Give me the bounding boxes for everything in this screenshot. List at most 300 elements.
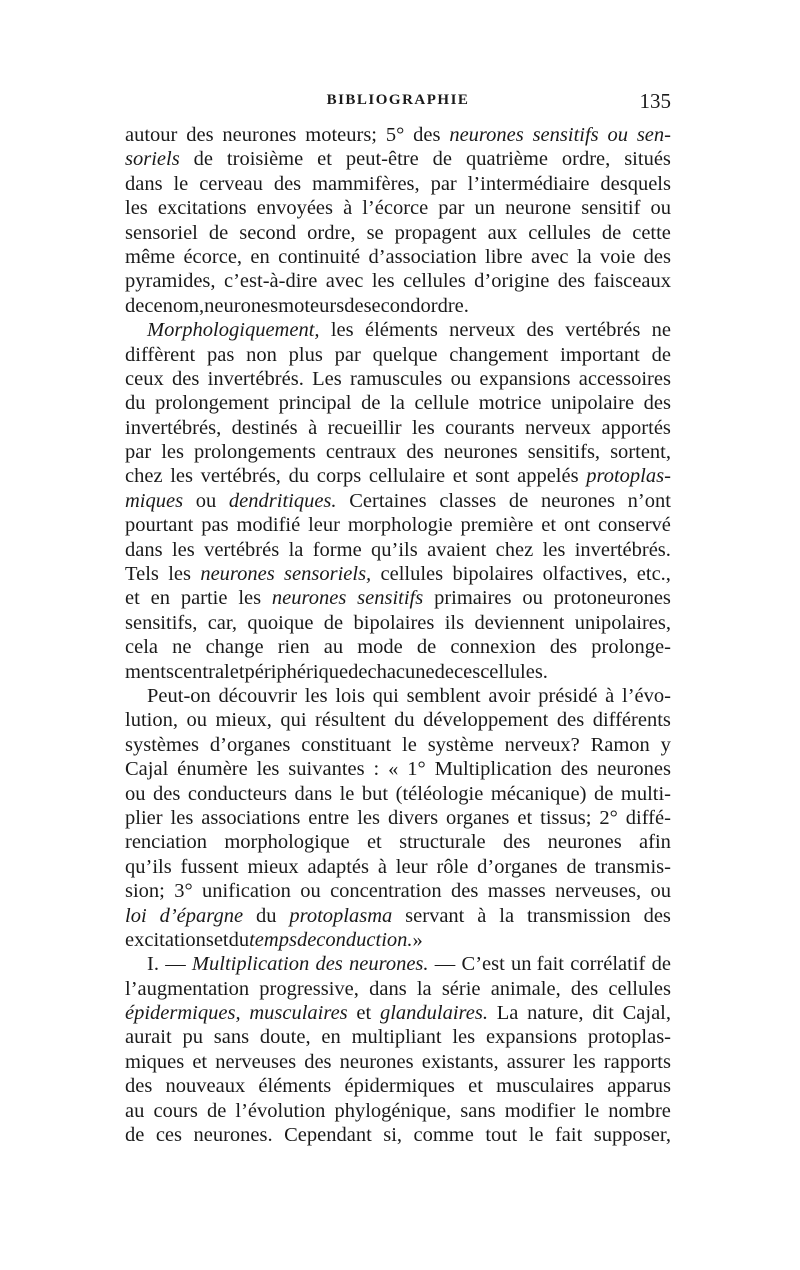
- word: changement: [449, 343, 549, 366]
- word: les: [171, 538, 195, 561]
- word: cerveau: [199, 172, 263, 195]
- word: les: [304, 684, 328, 707]
- word: C’est: [461, 953, 505, 976]
- word: mieux: [247, 855, 299, 878]
- word: I.: [147, 953, 159, 976]
- word: invertébrés.: [574, 538, 671, 561]
- word: les: [170, 465, 193, 488]
- word: structurale: [399, 831, 486, 854]
- word: un: [474, 197, 496, 220]
- italic-word: loi: [125, 904, 147, 927]
- word: des: [125, 1075, 153, 1098]
- word: de: [566, 855, 586, 878]
- text-line: [125, 757, 671, 781]
- word: la: [390, 392, 405, 415]
- word: des: [557, 270, 586, 293]
- word: éléments: [258, 1075, 332, 1098]
- word: ils: [444, 611, 465, 634]
- word: comme: [413, 1124, 474, 1147]
- text-line: [125, 611, 671, 635]
- word: transmis-: [594, 855, 671, 878]
- word: protoplas-: [587, 1026, 671, 1049]
- word: ou: [522, 587, 543, 610]
- word: mode: [357, 636, 403, 659]
- word: phylogénique,: [334, 1099, 452, 1122]
- word: Les: [312, 367, 342, 390]
- word: quelque: [372, 343, 438, 366]
- word: les: [170, 806, 194, 829]
- word: primaires: [434, 587, 512, 610]
- word: de: [344, 294, 364, 317]
- word: envoyées: [256, 197, 333, 220]
- word: fait: [554, 1124, 583, 1147]
- word: nerveux: [449, 319, 516, 342]
- word: 2°: [599, 806, 618, 829]
- word: Tels: [125, 563, 159, 586]
- word: sensitif: [581, 197, 641, 220]
- text-line: [125, 830, 671, 854]
- word: de: [208, 221, 229, 244]
- text-line: [125, 147, 671, 171]
- text-line: [125, 1123, 671, 1147]
- word: etc.,: [636, 563, 671, 586]
- word: et: [468, 1075, 483, 1098]
- word: nerveuses: [215, 1050, 297, 1073]
- word: de: [434, 660, 454, 683]
- italic-word: protoplasma: [289, 904, 393, 927]
- word: troisième: [226, 148, 304, 171]
- text-line: [125, 123, 671, 147]
- word: en: [150, 587, 170, 610]
- word: et: [366, 831, 382, 854]
- text-line: [125, 1074, 671, 1098]
- word: avaient: [427, 538, 487, 561]
- italic-word: protoplas-: [586, 465, 671, 488]
- word: énumère: [177, 758, 248, 781]
- word: aux: [487, 221, 518, 244]
- text-line: [125, 538, 671, 562]
- word: divers: [387, 806, 439, 829]
- word: découvrir: [218, 684, 298, 707]
- word: ou: [186, 709, 207, 732]
- word: cellules.: [480, 660, 548, 683]
- word: classes: [439, 489, 497, 512]
- word: les: [256, 758, 280, 781]
- italic-word: sensoriels,: [284, 563, 372, 586]
- word: corrélatif: [570, 953, 646, 976]
- italic-word: ou: [607, 124, 628, 146]
- word: les: [572, 1050, 596, 1073]
- word: par: [438, 197, 465, 220]
- word: et: [317, 148, 332, 171]
- word: continuité: [278, 245, 361, 268]
- word: tissus;: [540, 806, 592, 829]
- word: les: [238, 587, 262, 610]
- text-line: [125, 684, 671, 708]
- word: chez: [125, 465, 163, 488]
- italic-word: des: [315, 953, 343, 976]
- text-line: [125, 879, 671, 903]
- word: Cajal: [125, 758, 169, 781]
- word: moteurs;: [305, 124, 377, 146]
- word: 3°: [174, 880, 193, 903]
- word: La: [496, 1002, 519, 1025]
- word: nerveux?: [504, 733, 580, 756]
- word: développement: [423, 709, 549, 732]
- word: »: [412, 928, 423, 951]
- word: sensitifs,: [527, 441, 601, 464]
- word: excitations: [157, 197, 247, 220]
- word: neurones: [540, 489, 615, 512]
- word: autour: [125, 124, 178, 146]
- word: rapports: [603, 1050, 671, 1073]
- word: systèmes: [125, 733, 200, 756]
- word: but: [361, 782, 389, 805]
- word: pas: [206, 343, 235, 366]
- word: invertébrés.: [207, 367, 304, 390]
- word: des: [643, 904, 671, 927]
- word: à: [477, 904, 487, 927]
- word: rien: [277, 636, 310, 659]
- word: sensoriel: [125, 221, 198, 244]
- text-line: [125, 1001, 671, 1025]
- word: du: [125, 392, 146, 415]
- word: neurones: [596, 758, 671, 781]
- word: (téléologie: [395, 782, 484, 805]
- italic-word: Multiplication: [191, 953, 310, 976]
- word: pu: [182, 1026, 203, 1049]
- word: Cajal,: [622, 1002, 671, 1025]
- word: éléments: [364, 319, 438, 342]
- italic-word: temps: [249, 928, 297, 951]
- word: par: [125, 441, 152, 464]
- word: dans: [125, 538, 163, 561]
- italic-word: d’épargne: [159, 904, 244, 927]
- word: si,: [383, 1124, 403, 1147]
- word: de: [361, 392, 381, 415]
- word: apportés: [601, 416, 671, 439]
- word: rôle: [436, 855, 469, 878]
- word: du: [394, 709, 415, 732]
- word: écorce,: [183, 245, 243, 268]
- word: renciation: [125, 831, 207, 854]
- word: c’est-à-dire: [224, 270, 318, 293]
- word: des: [451, 880, 479, 903]
- word: cellulaire: [368, 465, 446, 488]
- italic-word: sensitifs: [357, 587, 424, 610]
- word: ordre.: [420, 294, 469, 317]
- word: unification: [202, 880, 291, 903]
- word: des: [556, 709, 585, 732]
- word: dans: [125, 172, 163, 195]
- word: les: [125, 197, 148, 220]
- word: épidermiques: [344, 1075, 455, 1098]
- word: la: [416, 977, 432, 1000]
- word: pourtant: [125, 514, 194, 537]
- text-line: [125, 733, 671, 757]
- word: de: [193, 148, 213, 171]
- word: les: [542, 538, 566, 561]
- word: bipolaires: [452, 563, 534, 586]
- word: car,: [207, 611, 238, 634]
- word: mammifères,: [312, 172, 420, 195]
- word: d’organes: [209, 733, 291, 756]
- word: dans: [294, 782, 333, 805]
- word: ces: [454, 660, 481, 683]
- word: des: [153, 782, 181, 805]
- word: cellules: [608, 977, 671, 1000]
- word: se: [366, 221, 384, 244]
- word: dans: [369, 977, 407, 1000]
- word: tout: [485, 1124, 518, 1147]
- italic-word: glandulaires.: [379, 1002, 488, 1025]
- text-line: [125, 391, 671, 415]
- word: le: [528, 1124, 544, 1147]
- word: de: [416, 636, 437, 659]
- word: leur: [308, 514, 340, 537]
- word: lution,: [125, 709, 178, 732]
- word: animale,: [490, 977, 561, 1000]
- italic-word: épidermiques,: [125, 1002, 241, 1025]
- word: multipliant: [351, 1026, 442, 1049]
- word: et: [213, 928, 229, 951]
- word: et: [517, 806, 533, 829]
- word: à: [308, 416, 318, 439]
- word: même: [125, 245, 176, 268]
- body-text: [125, 123, 671, 1147]
- word: ou: [195, 489, 217, 512]
- word: adaptés: [307, 855, 369, 878]
- word: et: [229, 660, 245, 683]
- word: les: [168, 563, 191, 586]
- word: bipolaires: [353, 611, 435, 634]
- word: quatrième: [465, 148, 548, 171]
- italic-word: sensitifs: [532, 124, 599, 146]
- word: des: [273, 172, 302, 195]
- word: Ramon: [590, 733, 650, 756]
- text-line: [125, 855, 671, 879]
- word: de: [651, 343, 671, 366]
- text-line: [125, 1050, 671, 1074]
- word: neurones: [443, 441, 518, 464]
- text-line: [125, 952, 671, 976]
- word: unipolaires,: [574, 611, 671, 634]
- word: et: [125, 587, 140, 610]
- word: conservé: [598, 514, 671, 537]
- word: doute,: [259, 1026, 311, 1049]
- word: de: [348, 660, 368, 683]
- word: du: [255, 904, 277, 927]
- word: invertébrés,: [125, 416, 222, 439]
- word: de: [432, 148, 453, 171]
- word: le: [584, 1099, 600, 1122]
- word: servant: [405, 904, 465, 927]
- word: qu’ils: [371, 538, 418, 561]
- text-line: [125, 562, 671, 586]
- word: important: [560, 343, 640, 366]
- text-line: [125, 928, 671, 952]
- word: nom,: [162, 294, 205, 317]
- word: suivantes: [288, 758, 365, 781]
- word: sion;: [125, 880, 165, 903]
- word: cellules: [528, 221, 591, 244]
- word: de: [125, 294, 145, 317]
- word: et: [452, 465, 468, 488]
- word: associations: [201, 806, 301, 829]
- italic-word: musculaires: [249, 1002, 348, 1025]
- word: chez: [495, 538, 534, 561]
- word: système: [427, 733, 494, 756]
- word: neurones: [339, 1050, 414, 1073]
- text-line: [125, 489, 671, 513]
- text-line: [125, 660, 671, 684]
- italic-word: Morphologiquement,: [147, 319, 320, 342]
- word: par: [334, 343, 361, 366]
- word: expansions: [485, 1026, 578, 1049]
- word: prolonge-: [591, 636, 671, 659]
- word: afin: [639, 831, 671, 854]
- word: accessoires: [578, 367, 671, 390]
- word: second: [363, 294, 421, 317]
- word: ou: [125, 782, 146, 805]
- word: fussent: [180, 855, 239, 878]
- word: des: [549, 636, 578, 659]
- word: miques: [125, 1050, 185, 1073]
- word: série: [441, 977, 481, 1000]
- word: leur: [395, 855, 428, 878]
- word: pas: [201, 514, 229, 537]
- word: morphologique: [224, 831, 350, 854]
- word: diffèrent: [125, 343, 196, 366]
- word: apparus: [607, 1075, 671, 1098]
- word: périphérique: [244, 660, 349, 683]
- word: mieux,: [215, 709, 272, 732]
- word: le: [339, 782, 355, 805]
- word: en: [321, 1026, 341, 1049]
- word: ce: [144, 294, 163, 317]
- word: nerveux: [525, 416, 592, 439]
- word: neurones: [547, 831, 622, 854]
- word: diffé-: [625, 806, 671, 829]
- word: à: [377, 855, 387, 878]
- text-line: [125, 464, 671, 488]
- word: deviennent: [474, 611, 565, 634]
- word: change: [205, 636, 264, 659]
- text-line: [125, 782, 671, 806]
- word: ordre,: [307, 221, 356, 244]
- word: motrice: [478, 392, 542, 415]
- word: corps: [316, 465, 362, 488]
- word: d’origine: [474, 270, 550, 293]
- italic-word: neurones: [200, 563, 275, 586]
- word: prolongement: [155, 392, 269, 415]
- word: l’évo-: [622, 684, 671, 707]
- word: Peut-on: [147, 684, 211, 707]
- word: au: [323, 636, 344, 659]
- text-line: [125, 172, 671, 196]
- text-line: [125, 904, 671, 928]
- word: :: [373, 758, 380, 781]
- word: des: [406, 441, 434, 464]
- word: des: [413, 124, 441, 146]
- word: plier: [125, 806, 163, 829]
- word: des: [643, 392, 671, 415]
- text-line: [125, 343, 671, 367]
- word: sans: [460, 1099, 496, 1122]
- word: semblent: [406, 684, 481, 707]
- word: pyramides,: [125, 270, 216, 293]
- word: des: [526, 319, 554, 342]
- word: des: [570, 977, 599, 1000]
- word: nombre: [608, 1099, 671, 1122]
- text-line: [125, 245, 671, 269]
- word: faisceaux: [593, 270, 671, 293]
- word: d’association: [368, 245, 477, 268]
- word: connexion: [450, 636, 536, 659]
- word: situés: [624, 148, 671, 171]
- word: nerveuses,: [555, 880, 642, 903]
- word: avoir: [488, 684, 531, 707]
- word: cours: [153, 1099, 198, 1122]
- word: forme: [312, 538, 362, 561]
- word: musculaires: [496, 1075, 595, 1098]
- word: 5°: [385, 124, 405, 146]
- word: non: [246, 343, 277, 366]
- word: excitations: [125, 928, 214, 951]
- word: vertébrés: [204, 538, 280, 561]
- word: plus: [288, 343, 323, 366]
- word: assurer: [506, 1050, 565, 1073]
- word: ou: [450, 367, 472, 390]
- text-line: [125, 367, 671, 391]
- word: ou: [650, 197, 671, 220]
- word: principal: [278, 392, 352, 415]
- word: supposer,: [593, 1124, 671, 1147]
- word: le: [173, 172, 189, 195]
- word: du: [228, 928, 250, 951]
- word: résultent: [315, 709, 386, 732]
- word: des: [643, 245, 671, 268]
- word: de: [125, 1124, 145, 1147]
- word: ramuscules: [350, 367, 443, 390]
- word: avec: [325, 270, 364, 293]
- word: de: [651, 953, 671, 976]
- word: de: [206, 1099, 227, 1122]
- word: qui: [280, 709, 307, 732]
- word: lois: [335, 684, 365, 707]
- word: neurones.: [193, 1124, 273, 1147]
- word: modifié: [236, 514, 301, 537]
- word: protoneurones: [553, 587, 671, 610]
- word: en: [250, 245, 270, 268]
- word: cela: [125, 636, 158, 659]
- italic-word: neurones: [449, 124, 524, 146]
- word: de: [601, 221, 622, 244]
- word: nature,: [527, 1002, 584, 1025]
- word: Cependant: [284, 1124, 372, 1147]
- word: 1°: [407, 758, 426, 781]
- word: ceux: [125, 367, 164, 390]
- word: cellules: [380, 563, 444, 586]
- word: aurait: [125, 1026, 172, 1049]
- italic-word: neurones: [271, 587, 347, 610]
- word: et: [192, 1050, 208, 1073]
- running-title: BIBLIOGRAPHIE: [326, 92, 470, 108]
- word: présidé: [538, 684, 598, 707]
- text-line: [125, 440, 671, 464]
- word: du: [288, 465, 310, 488]
- word: transmission: [527, 904, 631, 927]
